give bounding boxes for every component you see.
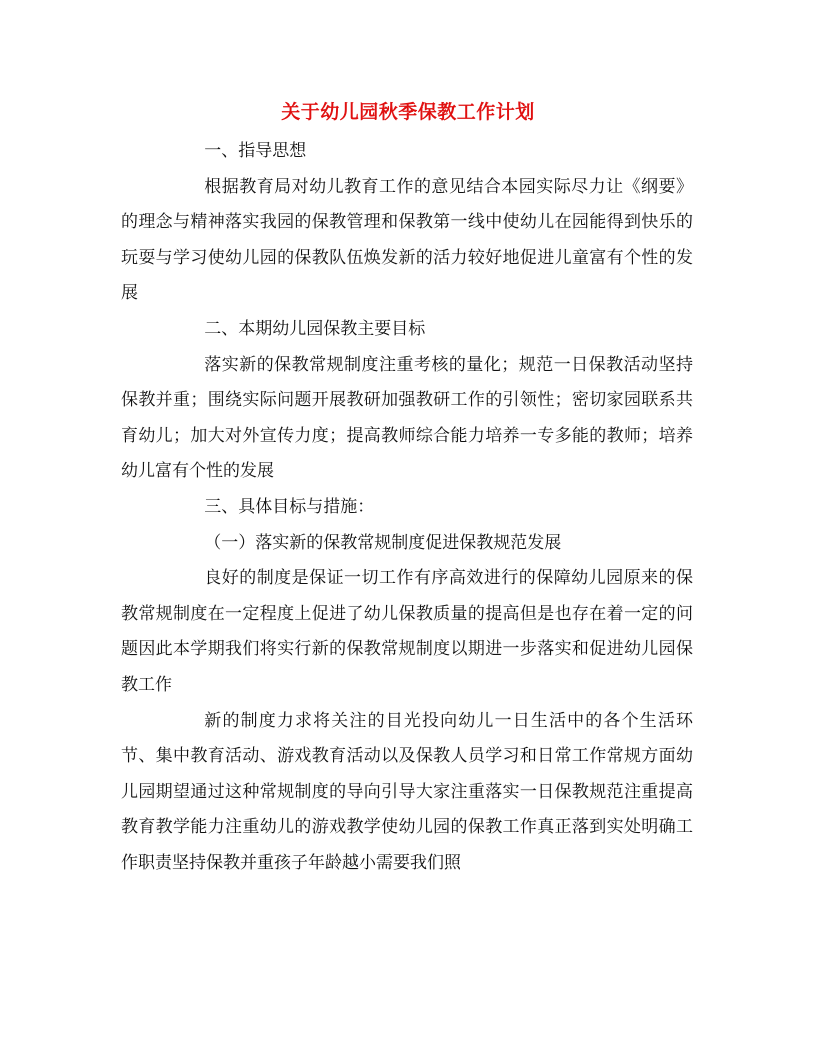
paragraph-guiding-ideology: 根据教育局对幼儿教育工作的意见结合本园实际尽力让《纲要》的理念与精神落实我园的保教管理和保教第一线中使幼儿在园能得到快乐的玩耍与学习使幼儿园的保教队伍焕发新的活力较好地促进儿童富有个性的发展 xyxy=(121,176,693,304)
document-title: 关于幼儿园秋季保教工作计划 xyxy=(281,101,535,123)
document-body xyxy=(121,134,693,881)
section-heading-main-goals: 二、本期幼儿园保教主要目标 xyxy=(204,318,426,339)
paragraph-main-goals: 落实新的保教常规制度注重考核的量化；规范一日保教活动坚持保教并重；围绕实际问题开展教研加强教研工作的引领性；密切家园联系共育幼儿；加大对外宣传力度；提高教师综合能力培养一专多能的教师；培养幼儿富有个性的发展 xyxy=(121,354,693,482)
subsection-heading-routine-system: （一）落实新的保教常规制度促进保教规范发展 xyxy=(204,532,562,553)
paragraph-new-system: 新的制度力求将关注的目光投向幼儿一日生活中的各个生活环节、集中教育活动、游戏教育活动以及保教人员学习和日常工作常规方面幼儿园期望通过这种常规制度的导向引导大家注重落实一日保教规范注重提高教育教学能力注重幼儿的游戏教学使幼儿园的保教工作真正落到实处明确工作职责坚持保教并重孩子年龄越小需要我们照 xyxy=(121,710,693,873)
section-heading-guiding-ideology: 一、指导思想 xyxy=(204,141,307,161)
section-heading-goals-and-measures: 三、具体目标与措施： xyxy=(204,496,375,517)
paragraph-good-system: 良好的制度是保证一切工作有序高效进行的保障幼儿园原来的保教常规制度在一定程度上促进了幼儿保教质量的提高但是也存在着一定的问题因此本学期我们将实行新的保教常规制度以期进一步落实和促进幼儿园保教工作 xyxy=(121,568,693,695)
